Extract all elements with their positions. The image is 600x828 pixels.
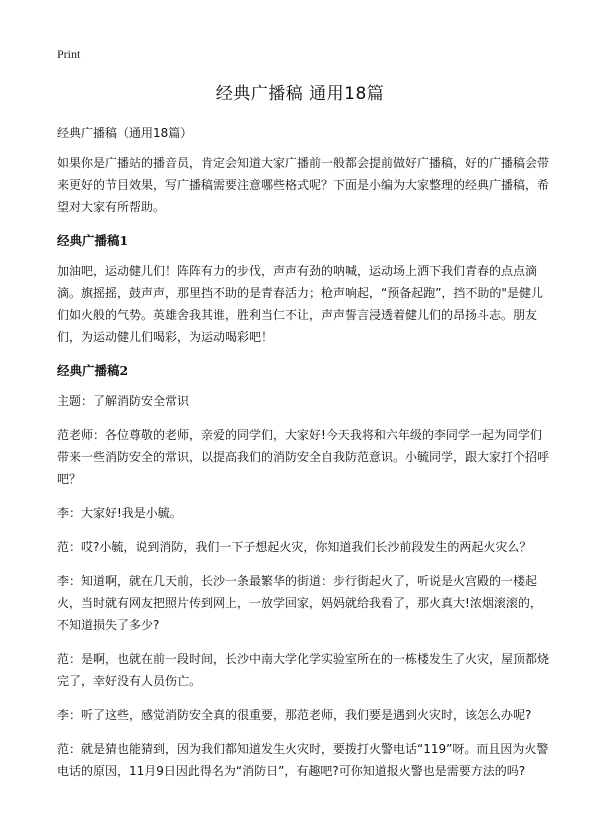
dialogue-paragraph: 范：就是猜也能猜到，因为我们都知道发生火灾时，要拨打火警电话“119”呀。而且因为火警电话的原因，11月9日因此得名为“消防日”，有趣吧?可你知道报火警也是需要方法的吗? (57, 742, 549, 778)
dialogue-paragraph: 范老师：各位尊敬的老师，亲爱的同学们，大家好!今天我将和六年级的李同学一起为同学们带来一些消防安全的常识，以提高我们的消防安全自我防范意识。小毓同学，跟大家打个招呼吧？ (57, 428, 550, 486)
section-1-paragraph: 加油吧，运动健儿们！阵阵有力的步伐，声声有劲的呐喊，运动场上洒下我们青春的点点滴滴。旗摇摇，鼓声声，那里挡不助的是青春活力；枪声响起，“预备起跑”，挡不助的"是健儿们如火般的气势。英雄舍我其谁，胜利当仁不让，声声誓言浸透着健儿们的昂扬斗志。朋友们，为运动健儿们喝彩，为运动喝彩吧！ (57, 264, 543, 344)
dialogue-paragraph: 李：大家好!我是小毓。 (57, 506, 182, 520)
dialogue-paragraph: 范：哎?小毓，说到消防，我们一下子想起火灾，你知道我们长沙前段发生的两起火灾么？ (57, 540, 532, 554)
section-heading-number: 2 (119, 363, 129, 378)
section-heading-text: 经典广播稿 (57, 233, 120, 248)
print-label: Print (57, 47, 81, 61)
dialogue-paragraph: 李：知道啊，就在几天前，长沙一条最繁华的街道：步行街起火了，听说是火宫殿的一楼起火，当时就有网友把照片传到网上，一放学回家，妈妈就给我看了，那火真大!浓烟滚滚的，不知道损失了多少? (57, 574, 542, 632)
section-2-topic: 主题：了解消防安全常识 (57, 394, 190, 408)
section-heading-text: 经典广播稿 (57, 363, 120, 378)
section-heading-number: 1 (119, 233, 129, 248)
section-heading-2 (57, 360, 550, 382)
section-heading-1 (57, 230, 550, 252)
intro-paragraph: 如果你是广播站的播音员，肯定会知道大家广播前一般都会提前做好广播稿，好的广播稿会带来更好的节目效果，写广播稿需要注意哪些格式呢？下面是小编为大家整理的经典广播稿，希望对大家有所帮助。 (57, 156, 550, 214)
dialogue-paragraph: 范：是啊，也就在前一段时间，长沙中南大学化学实验室所在的一栋楼发生了火灾，屋顶都烧完了，幸好没有人员伤亡。 (57, 652, 550, 688)
document-subtitle: 经典广播稿（通用18篇） (57, 126, 193, 140)
document-title: 经典广播稿 通用18篇 (215, 84, 385, 104)
document-body (57, 122, 550, 794)
dialogue-paragraph: 李：听了这些，感觉消防安全真的很重要，那范老师，我们要是遇到火灾时，该怎么办呢? (57, 708, 532, 722)
